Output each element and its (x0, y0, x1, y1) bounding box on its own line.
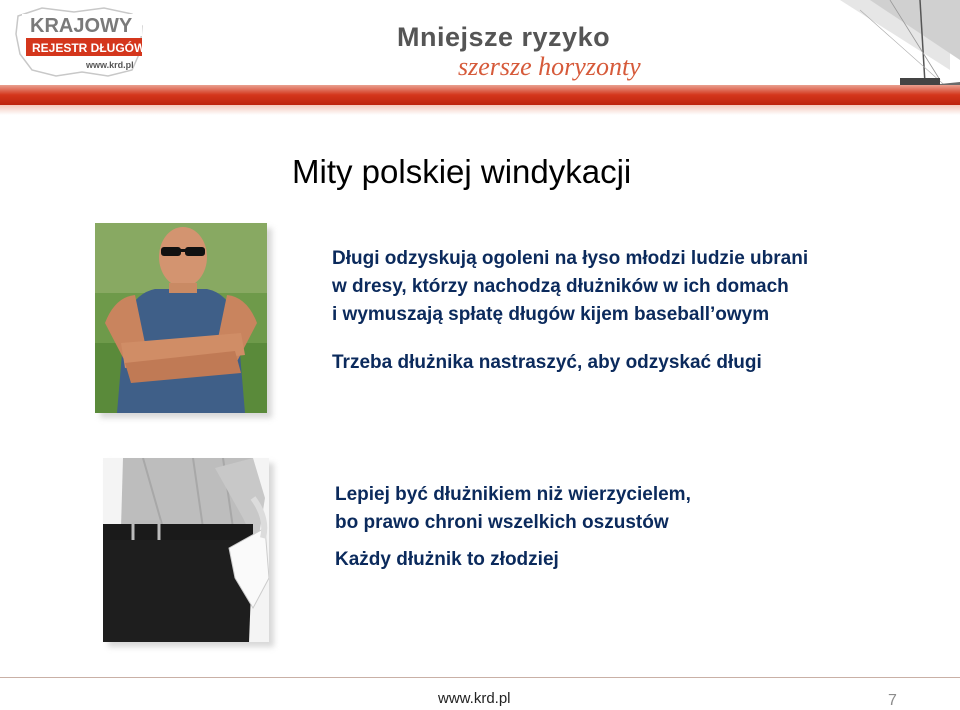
page-number: 7 (888, 692, 897, 709)
myth-4-text: Każdy dłużnik to złodziej (335, 549, 559, 570)
myth-3-line1: Lepiej być dłużnikiem niż wierzycielem, (335, 484, 691, 505)
slogan-main: Mniejsze ryzyko (397, 22, 611, 52)
myth-1-line2: w dresy, którzy nachodzą dłużników w ich domach (332, 276, 789, 297)
slide-header (0, 0, 960, 105)
empty-pocket-photo (103, 458, 269, 642)
logo-url: www.krd.pl (86, 60, 134, 70)
myth-1-line1: Długi odzyskują ogoleni na łyso młodzi ludzie ubrani (332, 248, 809, 269)
footer-url: www.krd.pl (438, 690, 511, 707)
logo-line1: KRAJOWY (30, 15, 133, 37)
slogan-sub: szersze horyzonty (458, 52, 641, 81)
logo-line2: REJESTR DŁUGÓW (32, 41, 146, 55)
krd-logo (12, 4, 152, 80)
slide-title: Mity polskiej windykacji (292, 153, 632, 190)
tough-man-photo (95, 223, 267, 413)
header-red-band (0, 85, 960, 105)
myth-3-line2: bo prawo chroni wszelkich oszustów (335, 512, 669, 533)
myth-2-text: Trzeba dłużnika nastraszyć, aby odzyskać długi (332, 352, 762, 373)
myth-3-text (335, 481, 691, 537)
myth-1-line3: i wymuszają spłatę długów kijem baseball’owym (332, 304, 770, 325)
myth-1-text (332, 245, 808, 329)
footer-divider (0, 677, 960, 678)
header-band-fade (0, 105, 960, 115)
